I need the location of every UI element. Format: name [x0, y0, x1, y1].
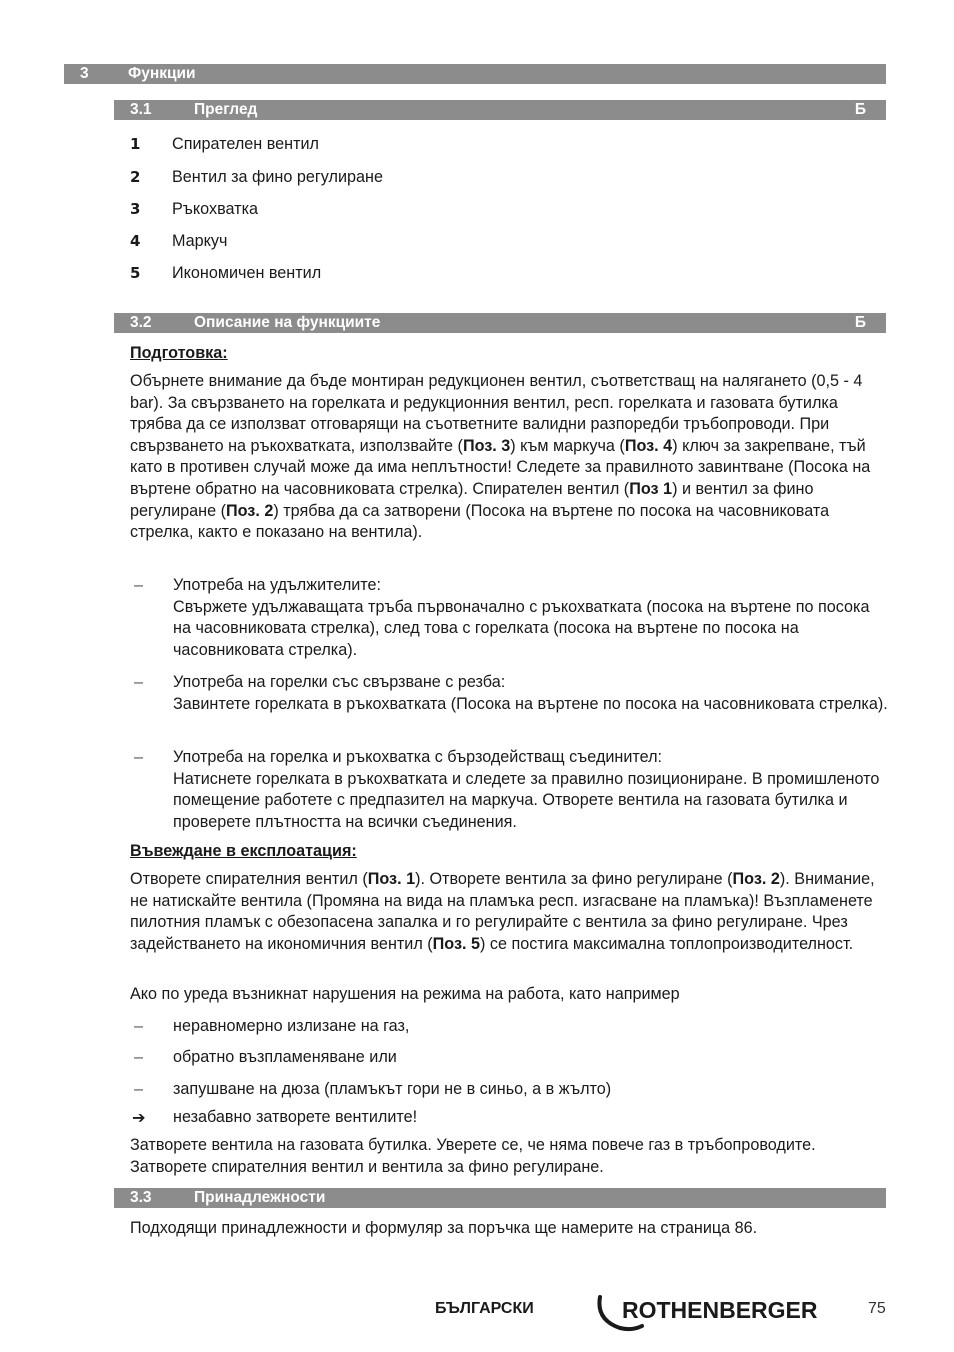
trouble-text: обратно възпламеняване или [173, 1048, 397, 1066]
item-number: 4 [130, 232, 141, 250]
item-number: 5 [130, 264, 141, 282]
ref-pos-1: Поз 1 [629, 479, 673, 498]
section-number: 3.2 [130, 314, 152, 331]
language-marker: Б [854, 101, 866, 118]
use-text: Натиснете горелката в ръкохватката и следете за правилно позициониране. В промишленото помещение работете с предпазител на маркуча. Отворете вентила на газовата бутилка и проверете плътността на всички съединения. [173, 769, 880, 831]
dash-bullet: – [134, 1017, 144, 1035]
ref-pos-2: Поз. 2 [732, 870, 780, 888]
accessories-paragraph: Подходящи принадлежности и формуляр за поръчка ще намерите на страница 86. [130, 1219, 758, 1237]
section-number: 3.1 [130, 101, 152, 118]
section-3-3-header [114, 1188, 886, 1208]
action-text: незабавно затворете вентилите! [173, 1108, 418, 1126]
item-label: Вентил за фино регулиране [172, 168, 383, 186]
item-label: Ръкохватка [172, 200, 259, 218]
trouble-item [130, 1016, 890, 1038]
ref-pos-1: Поз. 1 [367, 870, 416, 888]
use-title: Употреба на удължителите: [173, 576, 382, 594]
trouble-item [130, 1079, 890, 1101]
item-label: Спирателен вентил [172, 135, 319, 153]
section-3-1-header [114, 100, 886, 120]
section-title: Преглед [194, 101, 258, 118]
footer-language: БЪЛГАРСКИ [435, 1300, 534, 1317]
trouble-text: запушване на дюза (пламъкът гори не в синьо, а в жълто) [173, 1080, 612, 1098]
rothenberger-logo [594, 1292, 838, 1334]
item-label: Икономичен вентил [172, 264, 322, 282]
item-number: 3 [130, 200, 141, 218]
ref-pos-4: Поз. 4 [624, 436, 673, 455]
svg-text:ROTHENBERGER: ROTHENBERGER [622, 1297, 818, 1323]
closing-paragraph: Затворете вентила на газовата бутилка. Уверете се, че няма повече газ в тръбопроводите. Затворете спирателния вентил и вентила за фино регулиране. [130, 1136, 816, 1176]
trouble-item [130, 1047, 890, 1069]
section-number: 3 [80, 65, 89, 82]
commissioning-paragraph: Отворете спирателния вентил (Поз. 1). Отворете вентила за фино регулиране (Поз. 2). Внимание, не натискайте вентила (Промяна на вида на пламъка респ. изгасване на пламъка)! Възпламенете пилотния пламък с обезопасена запалка и го регулирайте с вентила за фино регулиране. Чрез задействането на икономичния вентил (Поз. 5) се постига максимална топлопроизводителност. [130, 870, 875, 953]
arrow-right-icon: ➔ [132, 1108, 146, 1127]
page-number: 75 [868, 1300, 886, 1317]
dash-bullet: – [134, 673, 144, 691]
section-title: Функции [128, 65, 196, 82]
ref-pos-5: Поз. 5 [432, 934, 481, 953]
item-number: 1 [130, 135, 141, 153]
section-number: 3.3 [130, 1189, 152, 1206]
use-item-quick-coupling [130, 747, 890, 833]
action-item [130, 1107, 890, 1129]
dash-bullet: – [134, 576, 144, 594]
preparation-heading: Подготовка: [130, 344, 228, 362]
dash-bullet: – [134, 748, 144, 766]
use-text: Свържете удължаващата тръба първоначално с ръкохватката (посока на въртене по посока на часовниковата стрелка), след това с горелката (посока на въртене по посока на часовниковата стрелка). [173, 597, 870, 659]
section-3-2-header [114, 313, 886, 333]
commissioning-heading: Въвеждане в експлоатация: [130, 842, 357, 860]
trouble-text: неравномерно излизане на газ, [173, 1017, 410, 1035]
dash-bullet: – [134, 1080, 144, 1098]
section-3-header [64, 64, 886, 84]
use-text: Завинтете горелката в ръкохватката (Посока на въртене по посока на часовниковата стрелка). [173, 694, 888, 713]
section-title: Описание на функциите [194, 314, 381, 331]
preparation-paragraph: Обърнете внимание да бъде монтиран редукционен вентил, съответстващ на налягането (0,5 - 4 bar). За свързването на горелката и редукционния вентил, респ. горелката и газовата бутилка трябва да се използват отговарящи на съответните валидни разпоредби тръбопроводи. При свързването на ръкохватката, използвайте (Поз. 3) към маркуча (Поз. 4) ключ за закрепване, тъй като в противен случай може да има неплътности! Следете за правилното завинтване (Посока на въртене обратно на часовниковата стрелка). Спирателен вентил (Поз 1) и вентил за фино регулиране (Поз. 2) трябва да са затворени (Посока на въртене по посока на часовниковата стрелка, както е показано на вентила). [130, 372, 871, 542]
section-title: Принадлежности [194, 1189, 326, 1206]
use-item-threaded [130, 672, 890, 715]
item-number: 2 [130, 168, 141, 186]
dash-bullet: – [134, 1048, 144, 1066]
ref-pos-2: Поз. 2 [225, 501, 274, 520]
language-marker: Б [854, 314, 866, 331]
use-item-extensions [130, 575, 890, 661]
ref-pos-3: Поз. 3 [462, 436, 511, 455]
item-label: Маркуч [172, 232, 228, 250]
trouble-intro: Ако по уреда възникнат нарушения на режима на работа, като например [130, 985, 680, 1003]
use-title: Употреба на горелка и ръкохватка с бързодействащ съединител: [173, 748, 663, 766]
use-title: Употреба на горелки със свързване с резба: [173, 673, 506, 691]
